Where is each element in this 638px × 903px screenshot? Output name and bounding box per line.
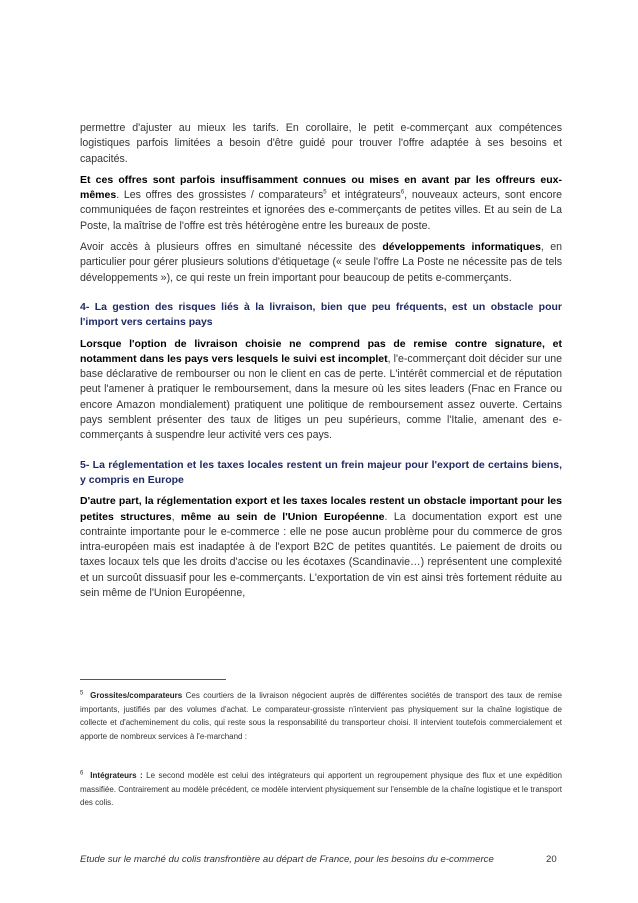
text-span: , l'e-commerçant doit décider sur une base déclarative de rembourser ou non le client en cas de perte. L'intérêt commercial et de réputation peut l'amener à pratiquer le remboursement, dans la mesure où les sites leaders (Fnac en France ou encore Amazon mondialement) pratiquent une politique de remboursement assez ouverte. Certains pays semblent présenter des taux de litiges un peu supérieurs, comme l'Italie, amenant des e-commerçants à suspendre leur activité vers ces pays. (80, 352, 562, 442)
paragraph-risks (80, 337, 562, 444)
text-span: , nouveaux acteurs, sont encore communiquées de façon restreintes et ignorées des e-commerçants de petites villes. Et au sein de La Poste, la maîtrise de l'offre est très hétérogène entre les bureaux de poste. (80, 189, 562, 232)
text-span: Les offres des grossistes / comparateurs (119, 189, 324, 202)
footnote-divider (80, 679, 226, 680)
footnote-ref-5[interactable]: 5 (323, 189, 327, 196)
footnote-6 (80, 769, 562, 810)
highlight-text: même au sein de l'Union Européenne (180, 510, 385, 523)
paragraph-regulation (80, 494, 562, 601)
footnote-term: Grossites/comparateurs (90, 691, 183, 700)
section-heading-5: 5- La réglementation et les taxes locales restent un frein majeur pour l'export de certains biens, y compris en Europe (80, 458, 562, 486)
section-heading-4: 4- La gestion des risques liés à la livraison, bien que peu fréquents, est un obstacle pour l'import vers certains pays (80, 300, 562, 329)
footnote-text: Le second modèle est celui des intégrateurs qui apportent un regroupement physique des flux et une expédition massifiée. Contrairement au modèle précédent, ce modèle intervient physiquement sur l'ensemble de la chaîne logistique et le transport des colis. (80, 771, 562, 808)
text-span: , (171, 510, 181, 523)
footer-title: Etude sur le marché du colis transfrontière au départ de France, pour les besoins du e-commerce (80, 854, 494, 865)
page-number: 20 (546, 854, 557, 865)
paragraph-offers (80, 173, 562, 234)
highlight-text: D'autre part, la réglementation export et les taxes locales restent un obstacle important pour les petites structures (80, 495, 562, 523)
footnote-text: Ces courtiers de la livraison négocient auprès de différentes sociétés de transport des taux de remise importants, justifiés par des volumes d'achat. Le comparateur-grossiste n'intervient pas physiquement sur la chaîne logistique de collecte et d'acheminement du colis, qui reste sous la responsabilité du transporteur choisi. Il intervient toutefois commercialement et apporte de nombreux services à l'e-marchand : (80, 691, 563, 742)
paragraph-intro: permettre d'ajuster au mieux les tarifs. En corollaire, le petit e-commerçant aux compétences logistiques parfois limitées a besoin d'être guidé pour trouver l'offre adaptée à ses besoins et capacités. (80, 122, 562, 165)
highlight-text: Lorsque l'option de livraison choisie ne comprend pas de remise contre signature, et notamment dans les pays vers lesquels le suivi est incomplet (80, 337, 562, 365)
paragraph-it-dev (80, 240, 562, 286)
footnote-5 (80, 689, 562, 744)
text-span: . La documentation export est une contrainte importante pour le e-commerce : elle ne pose aucun problème pour du commerce de gros intra-européen mais est inadaptée à de l'export B2C de petites quantités. Le paiement de droits ou taxes locaux tels que les droits d'accise ou les écotaxes (Scandinavie…) représentent une complexité et un surcoût dissuasif pour les e-commerçants. L'exportation de vin est ainsi très fortement réduite au sein même de l'Union Européenne, (80, 510, 562, 600)
body-content (80, 121, 562, 607)
footnote-term: Intégrateurs : (90, 771, 143, 780)
text-span: Avoir accès à plusieurs offres en simultané nécessite des (80, 241, 383, 254)
highlight-text: développements informatiques (382, 241, 541, 254)
footnote-number: 6 (80, 770, 84, 777)
text-span: , en particulier pour gérer plusieurs solutions d'étiquetage (« seule l'offre La Poste ne nécessite pas de tels développements »), ce qui reste un frein important pour beaucoup de petits e-commerçants. (80, 241, 562, 284)
footnote-number: 5 (80, 690, 84, 697)
text-span: . (116, 189, 120, 202)
highlight-text: Et ces offres sont parfois insuffisamment connues ou mises en avant par les offreurs eux-mêmes (80, 173, 562, 202)
text-span: et intégrateurs (326, 189, 401, 202)
footnote-ref-6[interactable]: 6 (400, 189, 405, 196)
